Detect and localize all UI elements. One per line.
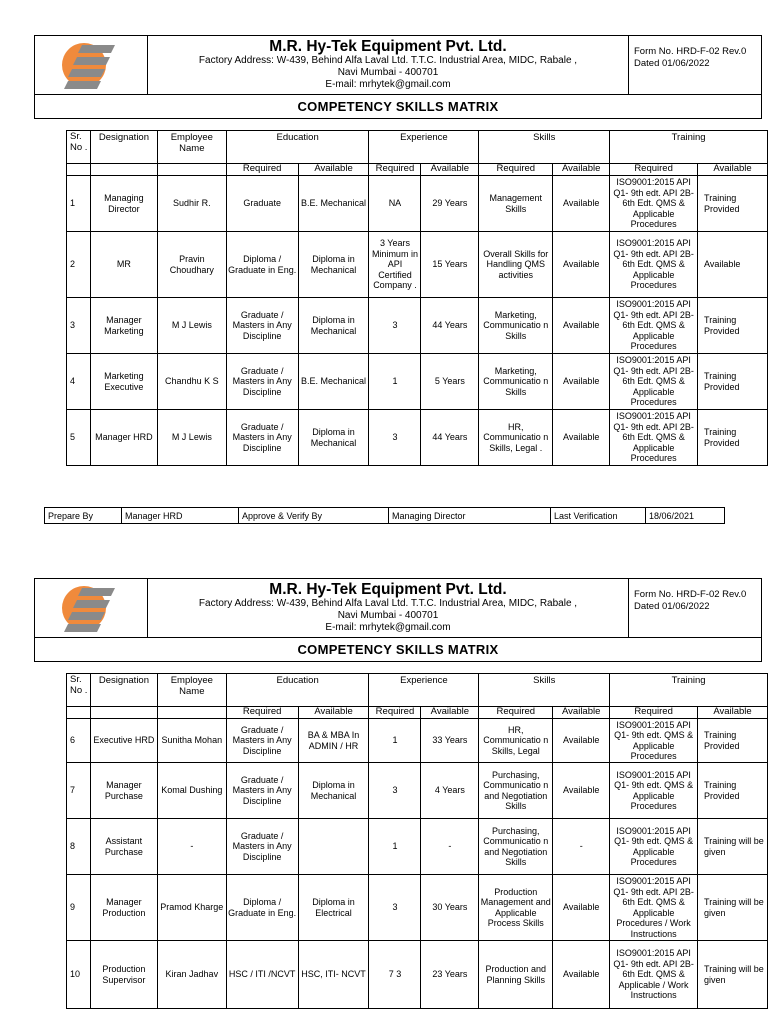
skills-required-cell: Purchasing, Communicatio n and Negotiation Skills (479, 819, 553, 875)
education-available-cell: B.E. Mechanical (298, 354, 369, 410)
education-available-cell (298, 819, 369, 875)
experience-required-cell: 3 (369, 875, 421, 941)
experience-available-cell: 30 Years (421, 875, 479, 941)
education-required-cell: HSC / ITI /NCVT (226, 941, 298, 1009)
form-date: Dated 01/06/2022 (634, 601, 710, 612)
subheader-required: Required (226, 707, 298, 719)
skills-available-cell: Available (553, 410, 610, 466)
header-experience: Experience (369, 131, 479, 164)
employee-name-cell: M J Lewis (157, 410, 226, 466)
subheader-available: Available (421, 707, 479, 719)
table-row (67, 232, 768, 298)
employee-name-cell: Sunitha Mohan (157, 719, 226, 763)
form-date: Dated 01/06/2022 (634, 58, 710, 69)
designation-cell: Executive HRD (90, 719, 157, 763)
education-available-cell: Diploma in Mechanical (298, 763, 369, 819)
sr-no-cell: 6 (67, 719, 91, 763)
education-available-cell: Diploma in Mechanical (298, 298, 369, 354)
experience-required-cell: 3 (369, 763, 421, 819)
training-available-cell: Training will be given (698, 941, 768, 1009)
subheader-available: Available (553, 707, 610, 719)
education-required-cell: Diploma / Graduate in Eng. (226, 232, 298, 298)
prepared-by-value: Manager HRD (122, 508, 239, 524)
education-required-cell: Graduate / Masters in Any Discipline (226, 819, 298, 875)
training-available-cell: Training Provided (698, 410, 768, 466)
table-row (67, 298, 768, 354)
subheader-available: Available (421, 164, 479, 176)
page1-header (34, 35, 762, 119)
education-required-cell: Graduate / Masters in Any Discipline (226, 298, 298, 354)
training-available-cell: Training Provided (698, 763, 768, 819)
experience-required-cell: 1 (369, 719, 421, 763)
subheader-available: Available (298, 164, 369, 176)
employee-name-cell: Komal Dushing (157, 763, 226, 819)
subheader-required: Required (369, 707, 421, 719)
company-logo (35, 36, 148, 94)
training-required-cell: ISO9001:2015 API Q1- 9th edt. API 2B-6th Edt. QMS & Applicable Procedures (610, 354, 698, 410)
training-required-cell: ISO9001:2015 API Q1- 9th edt. QMS & Applicable Procedures (610, 719, 698, 763)
skills-available-cell: Available (553, 232, 610, 298)
designation-cell: Marketing Executive (90, 354, 157, 410)
form-number: Form No. HRD-F-02 Rev.0 (634, 46, 747, 57)
education-available-cell: B.E. Mechanical (298, 176, 369, 232)
training-available-cell: Available (698, 232, 768, 298)
prepared-by-label: Prepare By (45, 508, 122, 524)
experience-available-cell: 29 Years (421, 176, 479, 232)
skills-required-cell: Overall Skills for Handling QMS activities (479, 232, 553, 298)
table-row (67, 410, 768, 466)
header-designation: Designation (90, 674, 157, 707)
experience-available-cell: 44 Years (421, 298, 479, 354)
header-training: Training (610, 131, 768, 164)
training-required-cell: ISO9001:2015 API Q1- 9th edt. API 2B-6th Edt. QMS & Applicable Procedures / Work Instructions (610, 875, 698, 941)
company-address: Factory Address: W-439, Behind Alfa Laval Ltd. T.T.C. Industrial Area, MIDC, Rabale , (198, 55, 578, 66)
training-available-cell: Training will be given (698, 875, 768, 941)
header-skills: Skills (479, 674, 610, 707)
training-required-cell: ISO9001:2015 API Q1- 9th edt. API 2B-6th Edt. QMS & Applicable Procedures (610, 176, 698, 232)
sr-no-cell: 9 (67, 875, 91, 941)
training-required-cell: ISO9001:2015 API Q1- 9th edt. QMS & Applicable Procedures (610, 763, 698, 819)
header-training: Training (610, 674, 768, 707)
education-available-cell: Diploma in Mechanical (298, 410, 369, 466)
experience-available-cell: - (421, 819, 479, 875)
experience-available-cell: 44 Years (421, 410, 479, 466)
education-required-cell: Graduate (226, 176, 298, 232)
experience-required-cell: 3 (369, 410, 421, 466)
education-required-cell: Diploma / Graduate in Eng. (226, 875, 298, 941)
education-required-cell: Graduate / Masters in Any Discipline (226, 719, 298, 763)
skills-available-cell: Available (553, 176, 610, 232)
company-name: M.R. Hy-Tek Equipment Pvt. Ltd. (269, 38, 507, 55)
designation-cell: Manager HRD (90, 410, 157, 466)
education-required-cell: Graduate / Masters in Any Discipline (226, 763, 298, 819)
document-title: COMPETENCY SKILLS MATRIX (297, 99, 499, 114)
training-required-cell: ISO9001:2015 API Q1- 9th edt. API 2B-6th Edt. QMS & Applicable / Work Instructions (610, 941, 698, 1009)
subheader-required: Required (479, 164, 553, 176)
designation-cell: Manager Marketing (90, 298, 157, 354)
page2-header (34, 578, 762, 662)
skills-required-cell: Management Skills (479, 176, 553, 232)
company-city: Navi Mumbai - 400701 (337, 610, 439, 621)
signoff-row (44, 507, 725, 524)
sr-no-cell: 8 (67, 819, 91, 875)
last-verification-value: 18/06/2021 (646, 508, 725, 524)
company-email: E-mail: mrhytek@gmail.com (325, 622, 451, 633)
document-title: COMPETENCY SKILLS MATRIX (297, 642, 499, 657)
sr-no-cell: 4 (67, 354, 91, 410)
header-education: Education (226, 674, 369, 707)
training-available-cell: Training Provided (698, 719, 768, 763)
subheader-required: Required (610, 164, 698, 176)
skills-available-cell: - (553, 819, 610, 875)
skills-available-cell: Available (553, 719, 610, 763)
sr-no-cell: 5 (67, 410, 91, 466)
approved-by-value: Managing Director (389, 508, 551, 524)
experience-required-cell: NA (369, 176, 421, 232)
company-city: Navi Mumbai - 400701 (337, 67, 439, 78)
sr-no-cell: 3 (67, 298, 91, 354)
sr-no-cell: 1 (67, 176, 91, 232)
company-email: E-mail: mrhytek@gmail.com (325, 79, 451, 90)
subheader-required: Required (226, 164, 298, 176)
employee-name-cell: Pravin Choudhary (157, 232, 226, 298)
education-available-cell: Diploma in Electrical (298, 875, 369, 941)
company-name: M.R. Hy-Tek Equipment Pvt. Ltd. (269, 581, 507, 598)
skills-required-cell: HR, Communicatio n Skills, Legal . (479, 410, 553, 466)
subheader-required: Required (369, 164, 421, 176)
training-required-cell: ISO9001:2015 API Q1- 9th edt. API 2B-6th Edt. QMS & Applicable Procedures (610, 298, 698, 354)
sr-no-cell: 2 (67, 232, 91, 298)
last-verification-label: Last Verification (551, 508, 646, 524)
designation-cell: MR (90, 232, 157, 298)
employee-name-cell: Kiran Jadhav (157, 941, 226, 1009)
education-required-cell: Graduate / Masters in Any Discipline (226, 410, 298, 466)
training-available-cell: Training Provided (698, 298, 768, 354)
table-row (67, 941, 768, 1009)
skills-available-cell: Available (553, 875, 610, 941)
subheader-required: Required (610, 707, 698, 719)
header-experience: Experience (369, 674, 479, 707)
skills-matrix-table-page1 (66, 130, 768, 466)
experience-available-cell: 33 Years (421, 719, 479, 763)
skills-required-cell: HR, Communicatio n Skills, Legal (479, 719, 553, 763)
experience-required-cell: 3 Years Minimum in API Certified Company . (369, 232, 421, 298)
skills-available-cell: Available (553, 763, 610, 819)
training-available-cell: Training will be given (698, 819, 768, 875)
designation-cell: Managing Director (90, 176, 157, 232)
table-row (67, 176, 768, 232)
table-row (67, 875, 768, 941)
table-row (67, 819, 768, 875)
company-logo (35, 579, 148, 637)
training-required-cell: ISO9001:2015 API Q1- 9th edt. QMS & Applicable Procedures (610, 819, 698, 875)
experience-required-cell: 1 (369, 819, 421, 875)
table-row (67, 719, 768, 763)
table-row (67, 763, 768, 819)
experience-available-cell: 5 Years (421, 354, 479, 410)
header-employee-name: Employee Name (157, 674, 226, 707)
training-available-cell: Training Provided (698, 354, 768, 410)
skills-required-cell: Purchasing, Communicatio n and Negotiation Skills (479, 763, 553, 819)
training-required-cell: ISO9001:2015 API Q1- 9th edt. API 2B-6th Edt. QMS & Applicable Procedures (610, 232, 698, 298)
header-designation: Designation (90, 131, 157, 164)
education-available-cell: Diploma in Mechanical (298, 232, 369, 298)
header-employee-name: Employee Name (157, 131, 226, 164)
education-available-cell: HSC, ITI- NCVT (298, 941, 369, 1009)
subheader-required: Required (479, 707, 553, 719)
sr-no-cell: 10 (67, 941, 91, 1009)
company-address: Factory Address: W-439, Behind Alfa Laval Ltd. T.T.C. Industrial Area, MIDC, Rabale , (198, 598, 578, 609)
skills-required-cell: Marketing, Communicatio n Skills (479, 298, 553, 354)
designation-cell: Manager Production (90, 875, 157, 941)
employee-name-cell: Pramod Kharge (157, 875, 226, 941)
header-skills: Skills (479, 131, 610, 164)
form-number: Form No. HRD-F-02 Rev.0 (634, 589, 747, 600)
designation-cell: Manager Purchase (90, 763, 157, 819)
skills-available-cell: Available (553, 941, 610, 1009)
experience-required-cell: 3 (369, 298, 421, 354)
designation-cell: Production Supervisor (90, 941, 157, 1009)
experience-required-cell: 1 (369, 354, 421, 410)
designation-cell: Assistant Purchase (90, 819, 157, 875)
employee-name-cell: Chandhu K S (157, 354, 226, 410)
employee-name-cell: - (157, 819, 226, 875)
training-available-cell: Training Provided (698, 176, 768, 232)
subheader-available: Available (698, 707, 768, 719)
skills-available-cell: Available (553, 298, 610, 354)
subheader-available: Available (553, 164, 610, 176)
experience-available-cell: 15 Years (421, 232, 479, 298)
training-required-cell: ISO9001:2015 API Q1- 9th edt. API 2B-6th Edt. QMS & Applicable Procedures (610, 410, 698, 466)
skills-required-cell: Production Management and Applicable Process Skills (479, 875, 553, 941)
table-row (67, 354, 768, 410)
skills-available-cell: Available (553, 354, 610, 410)
sr-no-cell: 7 (67, 763, 91, 819)
experience-available-cell: 23 Years (421, 941, 479, 1009)
header-education: Education (226, 131, 369, 164)
header-sr-no: Sr. No . (67, 674, 91, 707)
header-sr-no: Sr. No . (67, 131, 91, 164)
education-required-cell: Graduate / Masters in Any Discipline (226, 354, 298, 410)
employee-name-cell: M J Lewis (157, 298, 226, 354)
approved-by-label: Approve & Verify By (239, 508, 389, 524)
experience-available-cell: 4 Years (421, 763, 479, 819)
subheader-available: Available (698, 164, 768, 176)
experience-required-cell: 7 3 (369, 941, 421, 1009)
employee-name-cell: Sudhir R. (157, 176, 226, 232)
subheader-available: Available (298, 707, 369, 719)
skills-matrix-table-page2 (66, 673, 768, 1009)
education-available-cell: BA & MBA In ADMIN / HR (298, 719, 369, 763)
skills-required-cell: Marketing, Communicatio n Skills (479, 354, 553, 410)
skills-required-cell: Production and Planning Skills (479, 941, 553, 1009)
